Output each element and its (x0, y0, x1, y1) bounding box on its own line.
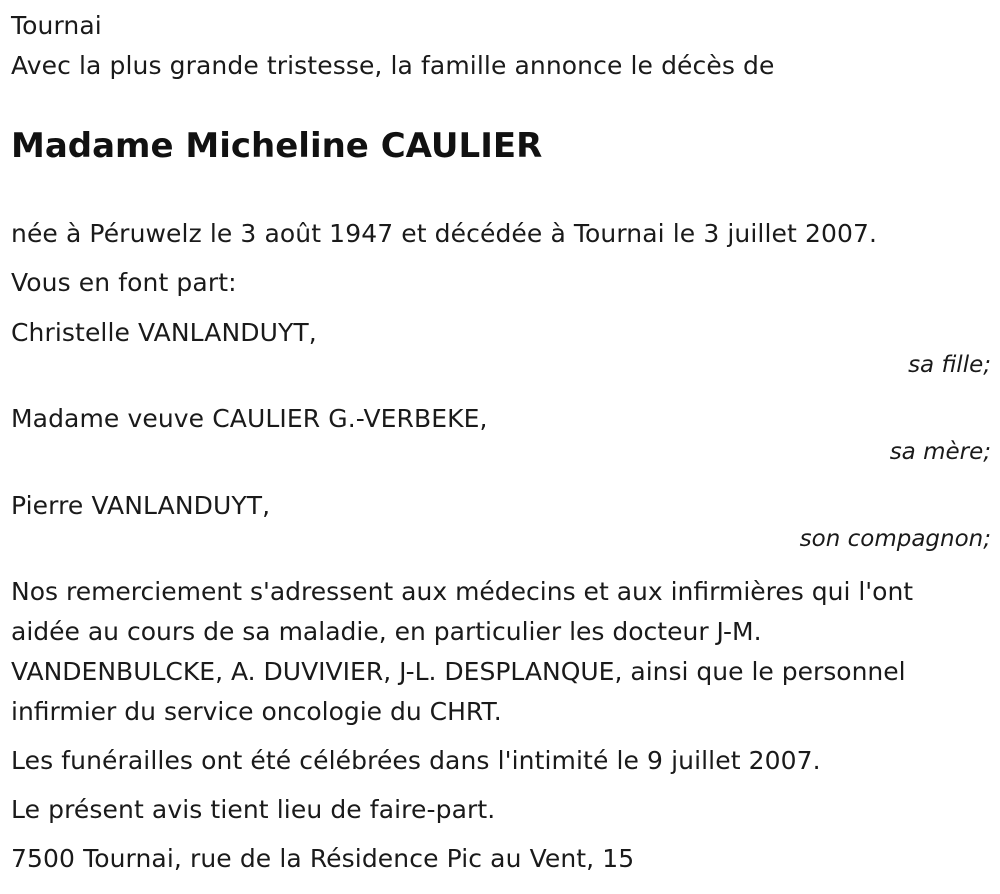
announcement-text: Avec la plus grande tristesse, la famille annonce le décès de (11, 51, 775, 80)
city-heading: Tournai (11, 11, 102, 40)
family-member-relation: sa mère; (889, 439, 991, 465)
family-member-name: Christelle VANLANDUYT, (11, 318, 317, 347)
thanks-paragraph (11, 572, 986, 732)
notice-text: Le présent avis tient lieu de faire-part. (11, 795, 496, 824)
address-text: 7500 Tournai, rue de la Résidence Pic au Vent, 15 (11, 844, 635, 873)
family-intro: Vous en font part: (11, 268, 237, 297)
deceased-name: Madame Micheline CAULIER (11, 126, 543, 166)
funeral-text: Les funérailles ont été célébrées dans l'intimité le 9 juillet 2007. (11, 746, 821, 775)
family-member-name: Madame veuve CAULIER G.-VERBEKE, (11, 404, 488, 433)
thanks-line: VANDENBULCKE, A. DUVIVIER, J-L. DESPLANQUE, ainsi que le personnel (11, 657, 906, 686)
thanks-line: infirmier du service oncologie du CHRT. (11, 697, 502, 726)
thanks-line: Nos remerciement s'adressent aux médecins et aux infirmières qui l'ont (11, 577, 914, 606)
thanks-line: aidée au cours de sa maladie, en particulier les docteur J-M. (11, 617, 762, 646)
family-member-relation: son compagnon; (799, 526, 991, 552)
obituary-notice (11, 0, 991, 894)
birth-death-text: née à Péruwelz le 3 août 1947 et décédée à Tournai le 3 juillet 2007. (11, 219, 878, 248)
family-member-relation: sa fille; (908, 352, 991, 378)
family-member-name: Pierre VANLANDUYT, (11, 491, 271, 520)
